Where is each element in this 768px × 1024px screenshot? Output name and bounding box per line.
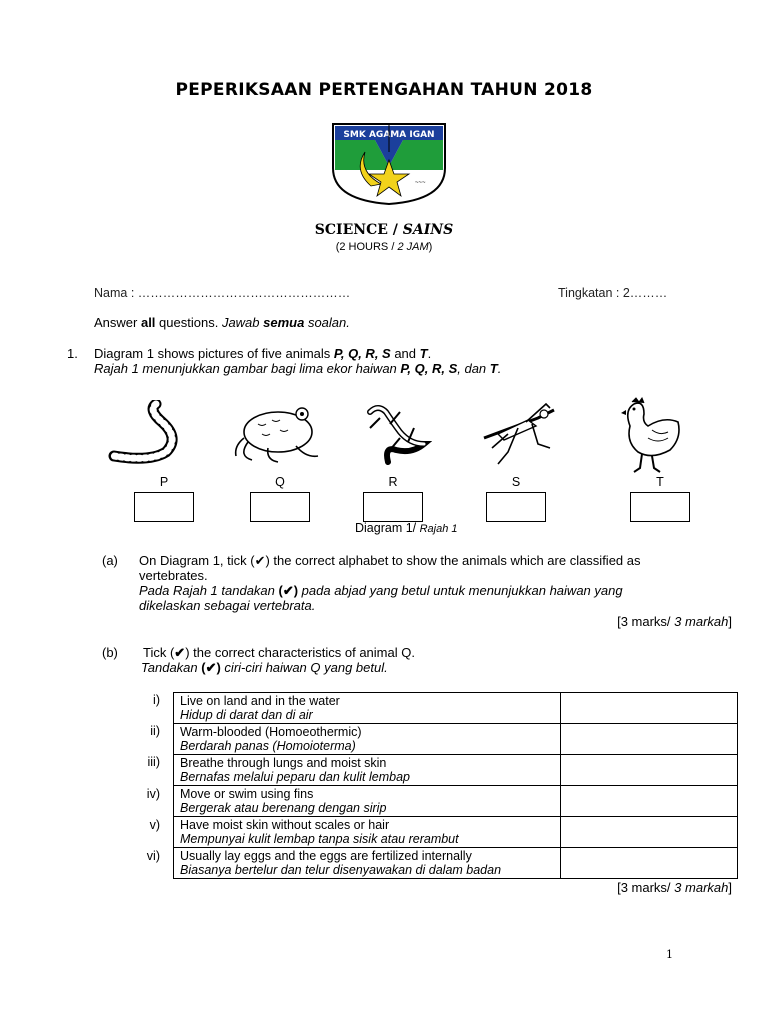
svg-text:~~~: ~~~ <box>415 180 426 186</box>
row-number: iii) <box>147 755 160 769</box>
characteristic-ms: Hidup di darat dan di air <box>180 708 313 722</box>
q1b-text-en <box>143 645 415 660</box>
exam-duration <box>0 241 768 253</box>
characteristic-en: Warm-blooded (Homoeothermic) <box>180 725 362 739</box>
tick-cell[interactable] <box>561 755 738 786</box>
hours-ms: 2 JAM <box>397 241 429 253</box>
q1-ms-a: Rajah 1 menunjukkan gambar bagi lima ekor haiwan <box>94 361 401 376</box>
q1b-en-b: ✔ <box>174 645 186 660</box>
characteristic-cell <box>174 786 561 817</box>
lizard-icon <box>360 398 432 468</box>
characteristic-cell <box>174 848 561 879</box>
q1b-ms-b: (✔) <box>201 660 221 675</box>
characteristic-en: Breathe through lungs and moist skin <box>180 756 387 770</box>
instr-en-a: Answer <box>94 315 141 330</box>
q1-en-b: P, Q, R, S <box>333 346 391 361</box>
q1-ms-e: . <box>497 361 502 376</box>
animal-label-p: P <box>159 475 169 489</box>
row-number: vi) <box>146 849 160 863</box>
subject-title <box>0 222 768 238</box>
caption-ms: Rajah 1 <box>419 523 458 535</box>
q1b-en-a: Tick ( <box>143 645 175 660</box>
frog-icon <box>232 398 324 466</box>
subject-ms: SAINS <box>402 222 454 238</box>
row-number: v) <box>149 818 160 832</box>
q1b-ms-a: Tandakan <box>141 660 202 675</box>
characteristic-cell <box>174 724 561 755</box>
characteristic-cell <box>174 817 561 848</box>
q1b-marks <box>617 880 732 895</box>
chicken-icon <box>612 396 686 474</box>
characteristic-en: Live on land and in the water <box>180 694 340 708</box>
table-row <box>174 817 738 848</box>
row-number: iv) <box>146 787 160 801</box>
q1b-text-ms <box>141 660 388 675</box>
characteristic-ms: Bernafas melalui peparu dan kulit lembap <box>180 770 410 784</box>
q1a-marks-en: [3 marks/ <box>617 614 675 629</box>
animal-label-q: Q <box>275 475 285 489</box>
q1-text-ms <box>94 361 501 376</box>
tick-box-t[interactable] <box>630 492 690 522</box>
instr-ms-c: soalan. <box>304 315 350 330</box>
animal-label-r: R <box>388 475 398 489</box>
diagram-caption <box>355 521 458 535</box>
instr-en-b: all <box>140 315 156 330</box>
q1-ms-b: P, Q, R, S <box>400 361 458 376</box>
hours-close: ) <box>428 241 433 253</box>
instr-en-c: questions. <box>155 315 222 330</box>
tick-box-q[interactable] <box>250 492 310 522</box>
table-row <box>174 786 738 817</box>
name-field-label: Nama : …………………………………………… <box>94 286 351 300</box>
exam-title: PEPERIKSAAN PERTENGAHAN TAHUN 2018 <box>175 80 593 100</box>
q1a-text-ms-2 <box>139 598 315 613</box>
q1a-text-ms <box>139 583 623 598</box>
instr-ms-a: Jawab <box>221 315 264 330</box>
characteristic-en: Move or swim using fins <box>180 787 314 801</box>
worm-icon <box>104 400 200 466</box>
q1a-text-en: On Diagram 1, tick (✔) the correct alphabet to show the animals which are classified as <box>139 553 641 568</box>
tick-cell[interactable] <box>561 693 738 724</box>
q1b-label: (b) <box>102 645 118 660</box>
characteristic-ms: Mempunyai kulit lembap tanpa sisik atau rerambut <box>180 832 459 846</box>
grasshopper-icon <box>478 398 564 468</box>
q1a-marks <box>617 614 732 629</box>
q1-en-a: Diagram 1 shows pictures of five animals <box>94 346 334 361</box>
table-row <box>174 848 738 879</box>
q1b-ms-c: ciri-ciri haiwan Q yang betul. <box>220 660 388 675</box>
q1b-marks-ms: 3 markah <box>674 880 729 895</box>
q1-en-e: . <box>427 346 432 361</box>
page-number: 1 <box>666 948 673 961</box>
q1a-text-en-2: vertebrates. <box>139 568 208 583</box>
tick-cell[interactable] <box>561 786 738 817</box>
q1a-label: (a) <box>102 553 118 568</box>
q1b-en-c: ) the correct characteristics of animal Q. <box>185 645 415 660</box>
tick-box-p[interactable] <box>134 492 194 522</box>
q1a-ms-c: pada abjad yang betul untuk menunjukkan haiwan yang <box>298 583 623 598</box>
characteristic-ms: Bergerak atau berenang dengan sirip <box>180 801 387 815</box>
q1-ms-d: T <box>489 361 498 376</box>
form-field-label: Tingkatan : 2……… <box>558 286 668 300</box>
tick-box-r[interactable] <box>363 492 423 522</box>
table-row <box>174 755 738 786</box>
characteristic-en: Usually lay eggs and the eggs are fertilized internally <box>180 849 472 863</box>
school-logo <box>331 122 447 206</box>
instructions <box>94 315 350 330</box>
characteristic-cell <box>174 693 561 724</box>
animal-label-s: S <box>511 475 521 489</box>
row-number: i) <box>153 693 160 707</box>
q1a-ms-b: (✔) <box>278 583 299 598</box>
characteristic-cell <box>174 755 561 786</box>
q1b-marks-close: ] <box>728 880 732 895</box>
animal-label-t: T <box>656 475 664 489</box>
q1b-marks-en: [3 marks/ <box>617 880 675 895</box>
characteristic-en: Have moist skin without scales or hair <box>180 818 390 832</box>
subject-en: SCIENCE / <box>314 222 403 238</box>
hours-en: (2 HOURS / <box>335 241 398 253</box>
table-row <box>174 693 738 724</box>
q1-en-d: T <box>419 346 428 361</box>
characteristics-table <box>173 692 738 879</box>
q1a-marks-close: ] <box>728 614 732 629</box>
q1a-ms-a: Pada Rajah 1 tandakan <box>139 583 279 598</box>
q1a-marks-ms: 3 markah <box>674 614 729 629</box>
characteristic-ms: Biasanya bertelur dan telur disenyawakan di dalam badan <box>180 863 502 877</box>
q1-ms-c: , dan <box>457 361 490 376</box>
row-number: ii) <box>150 724 160 738</box>
table-row <box>174 724 738 755</box>
tick-cell[interactable] <box>561 724 738 755</box>
q1-number: 1. <box>67 346 78 361</box>
caption-en: Diagram 1/ <box>355 521 420 535</box>
q1-en-c: and <box>390 346 420 361</box>
q1a-ms2: dikelaskan sebagai vertebrata. <box>139 598 316 613</box>
tick-cell[interactable] <box>561 848 738 879</box>
q1-text-en <box>94 346 431 361</box>
tick-cell[interactable] <box>561 817 738 848</box>
svg-text:SMK AGAMA IGAN: SMK AGAMA IGAN <box>343 130 435 140</box>
instr-ms-b: semua <box>263 315 305 330</box>
characteristic-ms: Berdarah panas (Homoioterma) <box>180 739 356 753</box>
tick-box-s[interactable] <box>486 492 546 522</box>
